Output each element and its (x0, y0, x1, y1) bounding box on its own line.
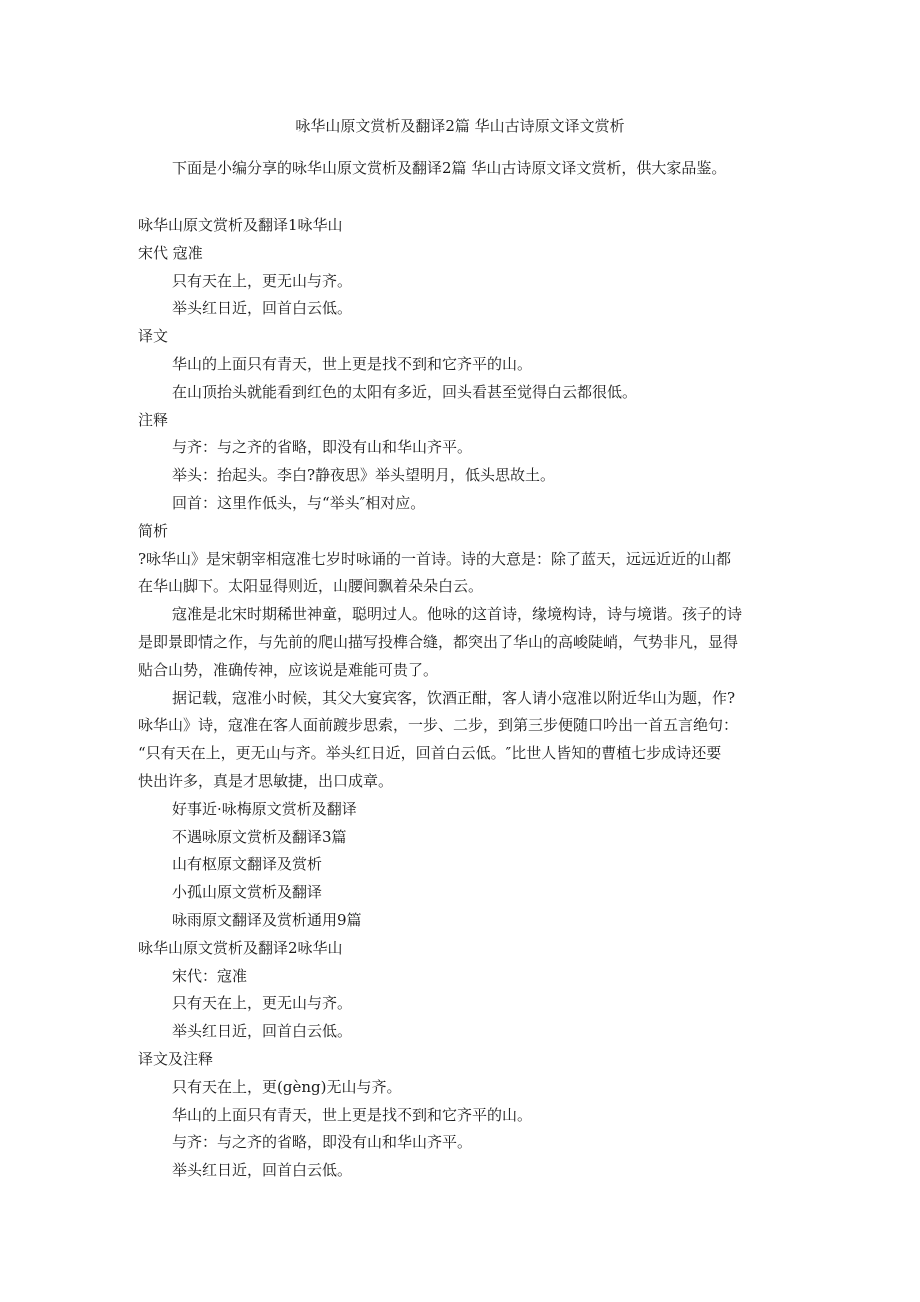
related-link[interactable]: 小孤山原文赏析及翻译 (172, 883, 323, 902)
related-link[interactable]: 咏雨原文翻译及赏析通用9篇 (172, 910, 362, 929)
related-link[interactable]: 不遇咏原文赏析及翻译3篇 (172, 827, 347, 846)
section-heading: 译文 (138, 327, 169, 346)
poem-line: 举头红日近，回首白云低。 (172, 1022, 353, 1041)
document-body (138, 212, 788, 1185)
body-line: 咏华山原文赏析及翻译1咏华山 (138, 216, 343, 234)
body-line: 与齐：与之齐的省略，即没有山和华山齐平。 (172, 1133, 473, 1152)
body-line: 寇准是北宋时期稀世神童，聪明过人。他咏的这首诗，缘境构诗，诗与境谐。孩子的诗 (172, 605, 743, 624)
body-line: 举头：抬起头。李白?静夜思》举头望明月，低头思故土。 (172, 466, 556, 485)
body-line: 只有天在上，更(gèng)无山与齐。 (172, 1077, 402, 1096)
section-heading: 咏华山原文赏析及翻译2咏华山 (138, 938, 343, 957)
section-heading: 简析 (138, 521, 169, 540)
body-line: 在山顶抬头就能看到红色的太阳有多近，回头看甚至觉得白云都很低。 (172, 382, 638, 401)
body-line: “只有天在上，更无山与齐。举头红日近，回首白云低。″比世人皆知的曹植七步成诗还要 (138, 744, 722, 763)
related-link[interactable]: 好事近·咏梅原文赏析及翻译 (172, 799, 357, 818)
poem-line: 只有天在上，更无山与齐。 (172, 271, 353, 290)
poem-line: 举头红日近，回首白云低。 (172, 299, 353, 318)
body-line: ?咏华山》是宋朝宰相寇准七岁时咏诵的一首诗。诗的大意是：除了蓝天，远远近近的山都 (138, 549, 732, 568)
body-line: 华山的上面只有青天，世上更是找不到和它齐平的山。 (172, 1105, 533, 1124)
section-heading: 注释 (138, 410, 169, 429)
body-line: 快出许多，真是才思敏捷，出口成章。 (138, 771, 394, 790)
body-line: 与齐：与之齐的省略，即没有山和华山齐平。 (172, 438, 473, 457)
body-line: 贴合山势，准确传神，应该说是难能可贵了。 (138, 660, 439, 679)
poem-line: 只有天在上，更无山与齐。 (172, 994, 353, 1013)
section-heading: 译文及注释 (138, 1049, 214, 1068)
body-line: 咏华山》诗，寇准在客人面前踱步思索，一步、二步，到第三步便随口吟出一首五言绝句： (138, 716, 739, 735)
document-intro: 下面是小编分享的咏华山原文赏析及翻译2篇 华山古诗原文译文赏析，供大家品鉴。 (172, 159, 727, 177)
body-line: 是即景即情之作，与先前的爬山描写投榫合缝，都突出了华山的高峻陡峭，气势非凡，显得 (138, 632, 739, 651)
document-title: 咏华山原文赏析及翻译2篇 华山古诗原文译文赏析 (295, 117, 625, 135)
body-line: 回首：这里作低头，与“举头″相对应。 (172, 493, 426, 512)
body-line: 宋代：寇准 (172, 966, 248, 985)
body-line: 举头红日近，回首白云低。 (172, 1161, 353, 1180)
body-line: 据记载，寇准小时候，其父大宴宾客，饮酒正酣，客人请小寇准以附近华山为题，作? (172, 688, 736, 707)
body-line: 华山的上面只有青天，世上更是找不到和它齐平的山。 (172, 354, 533, 373)
body-line: 在华山脚下。太阳显得则近，山腰间飘着朵朵白云。 (138, 577, 484, 596)
related-link[interactable]: 山有枢原文翻译及赏析 (172, 855, 323, 874)
body-line: 宋代 寇准 (138, 243, 203, 262)
